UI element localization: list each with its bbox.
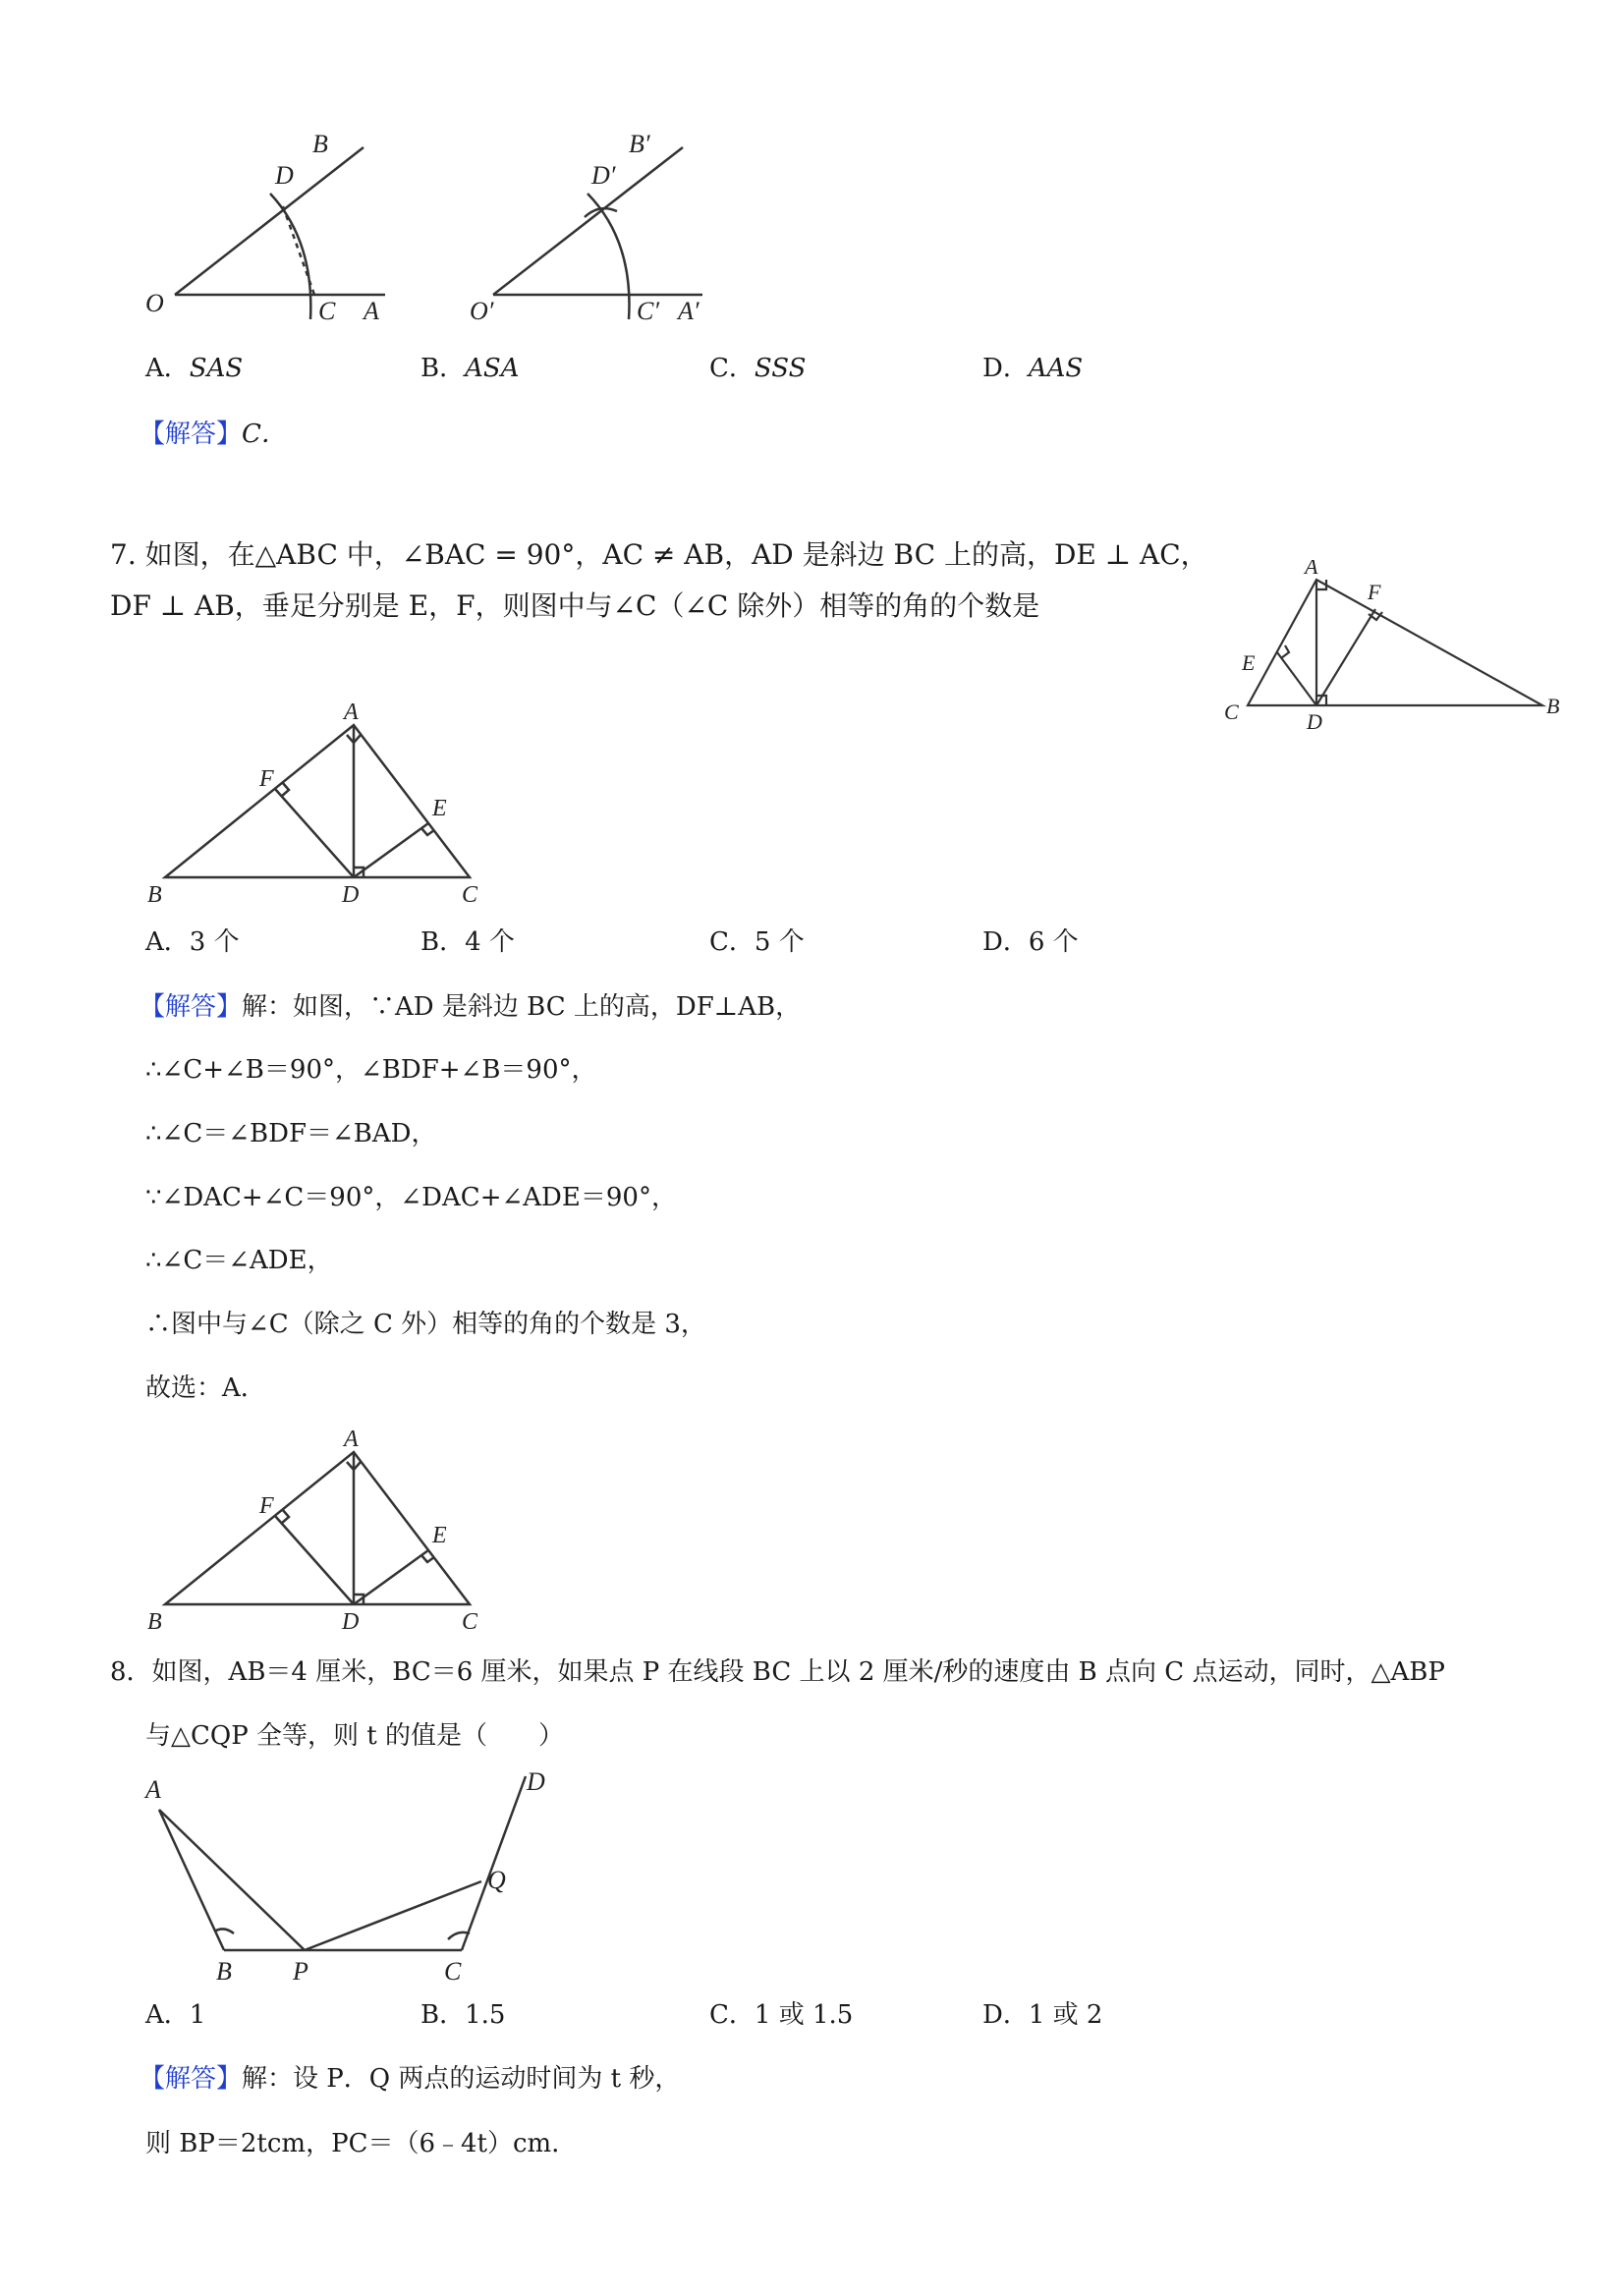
q7-sol-a-label: A	[344, 1427, 359, 1452]
q8-d-label: D	[527, 1768, 545, 1796]
q7-small-e-label: E	[1242, 650, 1256, 675]
q7-small-a-label: A	[1305, 560, 1318, 579]
q7-b-label: B	[147, 882, 162, 908]
q7-sol-f-label: F	[259, 1493, 274, 1519]
q7-small-c-label: C	[1224, 700, 1239, 724]
q8-q-label: Q	[487, 1866, 506, 1894]
q8-figure	[138, 1768, 589, 1994]
q7-solution-line6: ∴图中与∠C（除之 C 外）相等的角的个数是 3，	[145, 1310, 706, 1339]
fig6-left-c-label: C	[318, 297, 336, 325]
q6-option-d: D．AAS	[982, 354, 1084, 383]
q7-small-d-label: D	[1307, 709, 1322, 734]
fig6-right-d-label: D′	[591, 161, 616, 190]
q7-sol-d-label: D	[342, 1609, 360, 1635]
q7-figure	[138, 688, 511, 914]
q8-solution-line2: 则 BP＝2tcm，PC＝（6﹣4t）cm．	[145, 2129, 578, 2158]
q7-solution-figure	[138, 1425, 511, 1651]
q7-solution-line5: ∴∠C＝∠ADE，	[145, 1246, 333, 1275]
q6-answer: 【解答】C．	[140, 420, 287, 449]
q6-option-c: C．SSS	[709, 354, 807, 383]
q8-a-label: A	[145, 1775, 161, 1804]
q7-stem-line2: DF ⊥ AB，垂足分别是 E，F，则图中与∠C（∠C 除外）相等的角的个数是	[110, 589, 1040, 622]
q8-p-label: P	[293, 1957, 308, 1986]
q8-solution-line1: 【解答】解：设 P．Q 两点的运动时间为 t 秒，	[140, 2064, 681, 2094]
fig6-right-c-label: C′	[637, 297, 660, 325]
q7-c-label: C	[462, 882, 478, 908]
q8-b-label: B	[216, 1957, 232, 1986]
q7-solution-line7: 故选：A．	[145, 1373, 266, 1403]
q7-option-a: A．3 个	[145, 927, 240, 957]
q6-figure	[138, 123, 727, 339]
q7-solution-line4: ∵∠DAC+∠C＝90°，∠DAC+∠ADE＝90°，	[145, 1183, 677, 1212]
fig6-right-o-label: O′	[470, 297, 494, 325]
q7-sol-c-label: C	[462, 1609, 478, 1635]
q8-option-a: A．1	[145, 2000, 206, 2030]
fig6-right-b-label: B′	[629, 130, 650, 158]
q7-option-d: D．6 个	[982, 927, 1079, 957]
q7-small-b-label: B	[1546, 694, 1560, 718]
q7-e-label: E	[432, 796, 447, 821]
q7-solution-line3: ∴∠C＝∠BDF＝∠BAD，	[145, 1119, 437, 1148]
q7-option-c: C．5 个	[709, 927, 805, 957]
q7-d-label: D	[342, 882, 360, 908]
q8-c-label: C	[444, 1957, 462, 1986]
q7-sol-b-label: B	[147, 1609, 162, 1635]
fig6-left-o-label: O	[145, 289, 164, 317]
q8-option-b: B．1.5	[420, 2000, 506, 2030]
fig6-left-a-label: A	[364, 297, 379, 325]
q8-option-c: C．1 或 1.5	[709, 2000, 854, 2030]
fig6-right-a-label: A′	[678, 297, 700, 325]
q8-stem-line2: 与△CQP 全等，则 t 的值是（ ）	[145, 1721, 564, 1751]
q7-small-figure	[1218, 560, 1572, 737]
q7-small-f-label: F	[1368, 580, 1381, 604]
q7-sol-e-label: E	[432, 1523, 447, 1548]
q7-a-label: A	[344, 700, 359, 725]
q6-option-b: B．ASA	[420, 354, 520, 383]
q7-option-b: B．4 个	[420, 927, 515, 957]
q7-stem-line1: 7. 如图，在△ABC 中，∠BAC = 90°，AC ≠ AB，AD 是斜边 BC 上的高，DE ⊥ AC，	[110, 538, 1208, 571]
fig6-left-b-label: B	[312, 130, 328, 158]
q8-stem-line1: 8．如图，AB＝4 厘米，BC＝6 厘米，如果点 P 在线段 BC 上以 2 厘米/秒的速度由 B 点向 C 点运动，同时，△ABP	[110, 1657, 1445, 1687]
q6-option-a: A．SAS	[145, 354, 244, 383]
q7-solution-line2: ∴∠C+∠B＝90°，∠BDF+∠B＝90°，	[145, 1055, 597, 1085]
q7-f-label: F	[259, 766, 274, 792]
q7-solution-line1: 【解答】解：如图，∵AD 是斜边 BC 上的高，DF⊥AB，	[140, 992, 802, 1022]
q8-option-d: D．1 或 2	[982, 2000, 1103, 2030]
fig6-left-d-label: D	[275, 161, 294, 190]
